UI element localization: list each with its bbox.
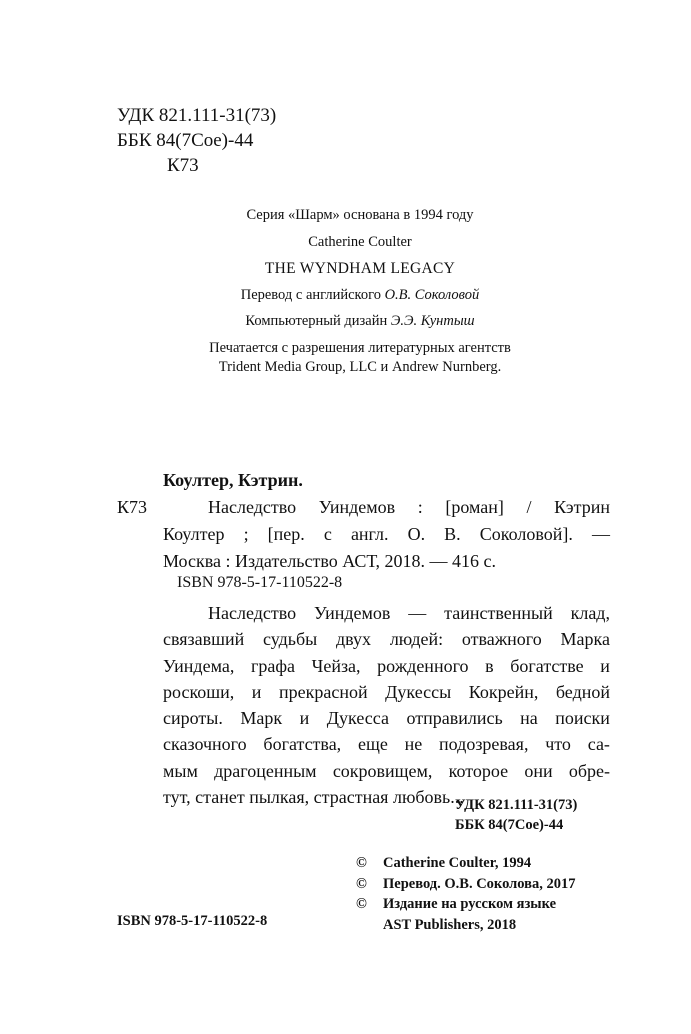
word: которое (448, 760, 509, 781)
annotation (163, 600, 610, 810)
word: [роман] (445, 497, 504, 517)
word: ; (243, 524, 249, 544)
word: роскоши, (163, 681, 235, 702)
annotation-line (163, 653, 610, 679)
word: они (524, 760, 553, 781)
annotation-line (163, 626, 610, 652)
original-author: Catherine Coulter (308, 234, 412, 250)
word: англ. (350, 524, 389, 544)
permission-line-2: Trident Media Group, LLC и Andrew Nurnberg. (218, 359, 502, 375)
word: Уиндемов (313, 603, 391, 623)
word: рожденного (377, 655, 469, 676)
author-heading: Коултер, Кэтрин. (163, 470, 303, 490)
word: Уиндема, (163, 655, 235, 676)
translator-name: О.В. Соколовой (384, 287, 480, 303)
word: Наследство (208, 497, 297, 517)
word: — (408, 603, 427, 623)
word: мым (163, 760, 198, 781)
word: О. (407, 524, 426, 544)
card-classification (455, 795, 577, 835)
word: Дукесса (326, 708, 389, 729)
card-bbk: ББК 84(7Coe)-44 (455, 817, 564, 833)
copyright-text: Catherine Coulter, 1994 (383, 855, 532, 871)
word: подозревая, (439, 734, 529, 755)
biblio-line (163, 521, 610, 548)
isbn-card: ISBN 978-5-17-110522-8 (177, 574, 343, 591)
word: и (299, 708, 310, 729)
word: бедной (555, 681, 610, 702)
word: и (251, 681, 262, 702)
designer-name: Э.Э. Кунтыш (390, 313, 475, 329)
word: графа (250, 655, 295, 676)
series-line: Серия «Шарм» основана в 1994 году (246, 207, 474, 223)
copyright-icon: © (356, 896, 367, 912)
annotation-last-line: тут, станет пылкая, страстная любовь... (163, 787, 464, 808)
word: Дукессы (385, 681, 452, 702)
catalog-mark: К73 (117, 497, 148, 517)
copyright-text: Перевод. О.В. Соколова, 2017 (383, 875, 576, 892)
word: сказочного (163, 734, 247, 755)
word: людей: (389, 629, 444, 650)
word: отважного (461, 629, 542, 650)
word: двух (336, 629, 372, 650)
footer-isbn: ISBN 978-5-17-110522-8 (117, 913, 268, 929)
word: в (485, 655, 494, 676)
translation-line (160, 287, 560, 304)
word: и (600, 655, 610, 676)
word: прекрасной (278, 681, 368, 702)
annotation-line (163, 600, 610, 626)
word: са- (587, 734, 610, 755)
design-line (160, 313, 560, 330)
annotation-line (163, 731, 610, 757)
copyright-block (356, 853, 576, 935)
translation-label: Перевод с английского (240, 287, 381, 303)
word: еще (357, 734, 388, 755)
original-title: THE WYNDHAM LEGACY (264, 260, 456, 277)
copyright-line (356, 874, 576, 895)
bibliographic-description (163, 494, 610, 575)
word: сокровищем, (332, 760, 433, 781)
word: Марк (240, 708, 283, 729)
biblio-line (163, 548, 610, 575)
annotation-line (163, 758, 610, 784)
word: В. (444, 524, 461, 544)
word: / (526, 497, 532, 517)
word: Наследство (208, 603, 297, 623)
annotation-line (163, 705, 610, 731)
design-label: Компьютерный дизайн (245, 313, 388, 329)
word: клад, (570, 603, 610, 623)
word: поиски (555, 708, 610, 729)
word: не (404, 734, 423, 755)
copyright-icon: © (356, 875, 367, 892)
word: [пер. (267, 524, 305, 544)
word: богатства, (263, 734, 342, 755)
word: сироты. (163, 708, 223, 729)
word: Коултер (163, 524, 225, 544)
word: Уиндемов (318, 497, 396, 517)
word: на (520, 708, 538, 729)
word: с (323, 524, 332, 544)
annotation-line (163, 679, 610, 705)
word: Соколовой]. (479, 524, 573, 544)
word: судьбы (263, 629, 318, 650)
udk-value: 821.111-31(73) (158, 105, 277, 126)
word: драгоценным (214, 760, 317, 781)
biblio-line (163, 494, 610, 521)
word: отправились (406, 708, 503, 729)
copyright-continuation: AST Publishers, 2018 (383, 916, 517, 933)
copyright-line (356, 853, 576, 874)
word: обре- (568, 760, 610, 781)
word: : (417, 497, 423, 517)
copyright-text: Издание на русском языке (383, 896, 557, 912)
word: Чейза, (311, 655, 361, 676)
word: связавший (163, 629, 245, 650)
udk-line (117, 103, 276, 128)
word: Кокрейн, (468, 681, 539, 702)
copyright-line (356, 894, 576, 915)
word: — (591, 524, 610, 544)
permission-line-1: Печатается с разрешения литературных агентств (209, 340, 511, 356)
word: таинственный (444, 603, 553, 623)
card-udk: УДК 821.111-31(73) (455, 797, 578, 813)
author-mark: К73 (167, 155, 199, 176)
word: богатстве (510, 655, 584, 676)
word: Кэтрин (554, 497, 610, 517)
bbk-line (117, 128, 276, 153)
bbk-value: 84(7Coe)-44 (156, 130, 254, 151)
word: Марка (560, 629, 610, 650)
classification-block (117, 103, 276, 178)
publisher-line: Москва : Издательство АСТ, 2018. — 416 с. (163, 551, 497, 571)
word: что (545, 734, 571, 755)
copyright-icon: © (356, 855, 367, 871)
bbk-label: ББК (117, 130, 152, 151)
udk-label: УДК (117, 105, 155, 126)
